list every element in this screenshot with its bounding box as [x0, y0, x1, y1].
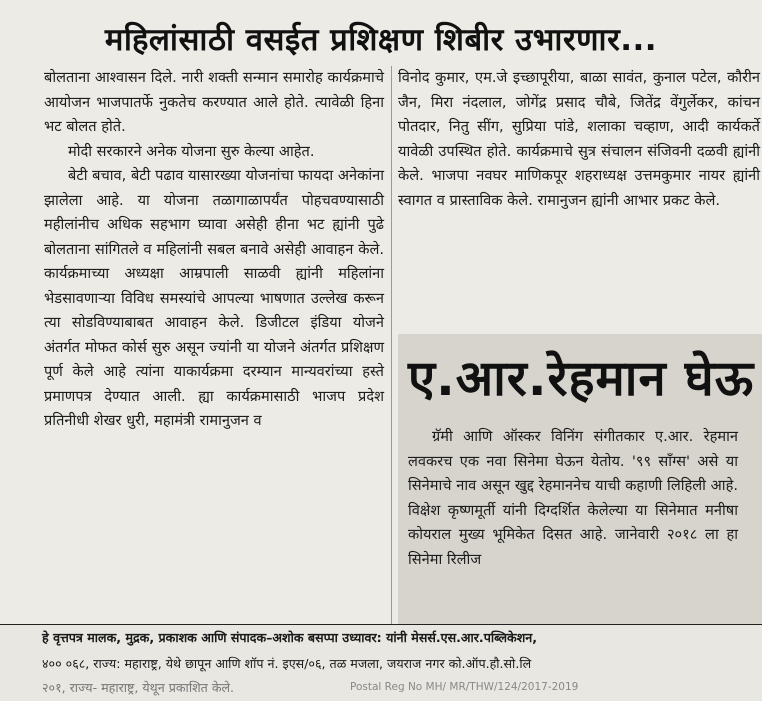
column-divider: [391, 66, 392, 626]
paragraph: बोलताना आश्वासन दिले. नारी शक्ती सन्मान समारोह कार्यक्रमाचे आयोजन भाजपातर्फे नुकतेच करण्यात आले होते. त्यावेळी हिना भट बोलत होते.: [44, 69, 384, 135]
imprint-line-2: ४०० ०६८, राज्य: महाराष्ट्र, येथे छापून आणि शॉप नं. इएस/०६, तळ मजला, जयराज नगर को.ऑप.हौ.सो.लि: [42, 656, 532, 671]
top-strip: [0, 0, 762, 14]
box-headline: ए.आर.रेहमान घेऊ: [408, 350, 755, 407]
news-box: [398, 334, 762, 624]
left-column: [44, 66, 384, 434]
imprint-line-1: हे वृत्तपत्र मालक, मुद्रक, प्रकाशक आणि संपादक–अशोक बसप्पा उध्यावर: यांनी मेसर्स.एस.आर.पब्लिकेशन,: [42, 630, 538, 645]
paragraph: मोदी सरकारने अनेक योजना सुरु केल्या आहेत.: [68, 142, 315, 160]
right-column: [398, 66, 760, 213]
paragraph: बेटी बचाव, बेटी पढाव यासारख्या योजनांचा फायदा अनेकांना झालेला आहे. या योजना तळागाळापर्यंत पोहचवण्यासाठी महीलांनीच अधिक सहभाग घ्यावा असेही हीना भट ह्यांनी पुढे बोलताना सांगितले व महिलांनी सबल बनावे असेही आवाहन केले. कार्यक्रमाच्या अध्यक्षा आम्रपाली साळवी ह्यांनी महिलांना भेडसावणाऱ्या विविध समस्यांचे आपल्या भाषणात उल्लेख करून त्या सोडविण्याबाबत आवाहन केले. डिजीटल इंडिया योजने अंतर्गत मोफत कोर्स सुरु असून ज्यांनी या योजने अंतर्गत प्रशिक्षण पूर्ण केले आहे त्यांना याकार्यक्रमा दरम्यान मान्यवरांच्या हस्ते प्रमाणपत्र देण्यात आली. ह्या कार्यक्रमासाठी भाजप प्रदेश प्रतिनीधी शेखर धुरी, महामंत्री रामानुजन व: [44, 167, 384, 429]
headline: महिलांसाठी वसईत प्रशिक्षण शिबीर उभारणार...: [104, 22, 658, 58]
postal-reg-number: Postal Reg No MH/ MR/THW/124/2017-2019: [350, 681, 579, 693]
box-body: [408, 425, 738, 572]
paragraph: विनोद कुमार, एम.जे इच्छापूरीया, बाळा सावंत, कुनाल पटेल, कौरीन जैन, मिरा नंदलाल, जोगेंद्र प्रसाद चौबे, जितेंद्र वेंगुर्लेकर, कांचन पोतदार, नितु सींग, सुप्रिया पांडे, शलाका चव्हाण, आदी कार्यकर्ते यावेळी उपस्थित होते. कार्यक्रमाचे सुत्र संचालन संजिवनी दळवी ह्यांनी केले. भाजपा नवघर माणिकपूर शहराध्यक्ष उत्तमकुमार नायर ह्यांनी स्वागत व प्रास्ताविक केले. रामानुजन ह्यांनी आभार प्रकट केले.: [398, 69, 760, 209]
paragraph: ग्रॅमी आणि ऑस्कर विनिंग संगीतकार ए.आर. रेहमान लवकरच एक नवा सिनेमा घेऊन येतोय. '९९ साँग्स' असे या सिनेमाचे नाव असून खुद्द रेहमाननेच याची कहाणी लिहिली आहे. विक्षेश कृष्णमूर्ती यांनी दिग्दर्शित केलेल्या या सिनेमात मनीषा कोयराल मुख्य भूमिकेत दिसत आहे. जानेवारी २०१८ ला हा सिनेमा रिलीज: [408, 428, 738, 568]
imprint-footer: [0, 624, 762, 701]
imprint-line-3: २०१, राज्य- महाराष्ट्र, येथून प्रकाशित केले.: [42, 680, 235, 695]
